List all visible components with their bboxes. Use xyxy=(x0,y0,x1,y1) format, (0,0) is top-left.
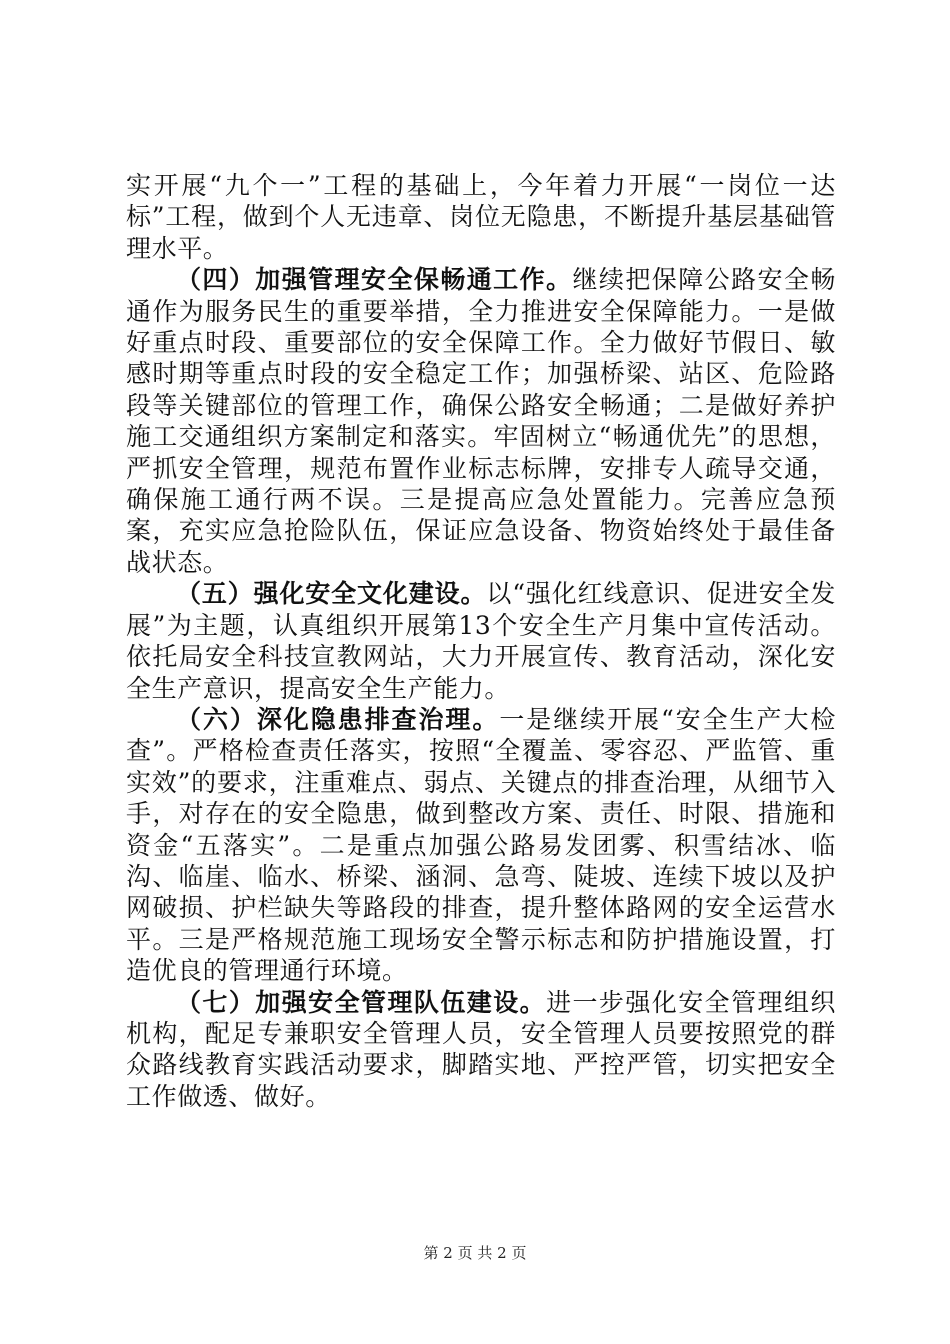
section-six-heading: （六）深化隐患排查治理。 xyxy=(176,704,500,734)
document-body xyxy=(126,170,836,1112)
section-five-heading: （五）强化安全文化建设。 xyxy=(176,579,487,609)
section-seven-heading: （七）加强安全管理队伍建设。 xyxy=(176,987,547,1017)
section-four-text: 继续把保障公路安全畅通作为服务民生的重要举措，全力推进安全保障能力。一是做好重点时段、重要部位的安全保障工作。全力做好节假日、敏感时期等重点时段的安全稳定工作；加强桥梁、站区、危险路段等关键部位的管理工作，确保公路安全畅通；二是做好养护施工交通组织方案制定和落实。牢固树立“畅通优先”的思想，严抓安全管理，规范布置作业标志标牌，安排专人疏导交通，确保施工通行两不误。三是提高应急处置能力。完善应急预案，充实应急抢险队伍，保证应急设备、物资始终处于最佳备战状态。 xyxy=(126,265,836,577)
section-seven-paragraph xyxy=(126,987,836,1113)
section-four-paragraph xyxy=(126,264,836,578)
section-five-text: 以“强化红线意识、促进安全发展”为主题，认真组织开展第13个安全生产月集中宣传活动。依托局安全科技宣教网站，大力开展宣传、教育活动，深化安全生产意识，提高安全生产能力。 xyxy=(126,579,836,703)
section-six-paragraph xyxy=(126,704,836,987)
section-six-text: 一是继续开展“安全生产大检查”。严格检查责任落实，按照“全覆盖、零容忍、严监管、重实效”的要求，注重难点、弱点、关键点的排查治理，从细节入手，对存在的安全隐患，做到整改方案、责任、时限、措施和资金“五落实”。二是重点加强公路易发团雾、积雪结冰、临沟、临崖、临水、桥梁、涵洞、急弯、陡坡、连续下坡以及护网破损、护栏缺失等路段的排查，提升整体路网的安全运营水平。三是严格规范施工现场安全警示标志和防护措施设置，打造优良的管理通行环境。 xyxy=(126,704,836,986)
section-seven-text: 进一步强化安全管理组织机构，配足专兼职安全管理人员，安全管理人员要按照党的群众路线教育实践活动要求，脚踏实地、严控严管，切实把安全工作做透、做好。 xyxy=(126,987,836,1111)
continuation-paragraph: 实开展“九个一”工程的基础上，今年着力开展“一岗位一达标”工程，做到个人无违章、岗位无隐患，不断提升基层基础管理水平。 xyxy=(126,171,836,263)
page-footer: 第 2 页 共 2 页 xyxy=(423,1244,527,1262)
section-four-heading: （四）加强管理安全保畅通工作。 xyxy=(176,265,573,295)
section-five-paragraph xyxy=(126,578,836,704)
